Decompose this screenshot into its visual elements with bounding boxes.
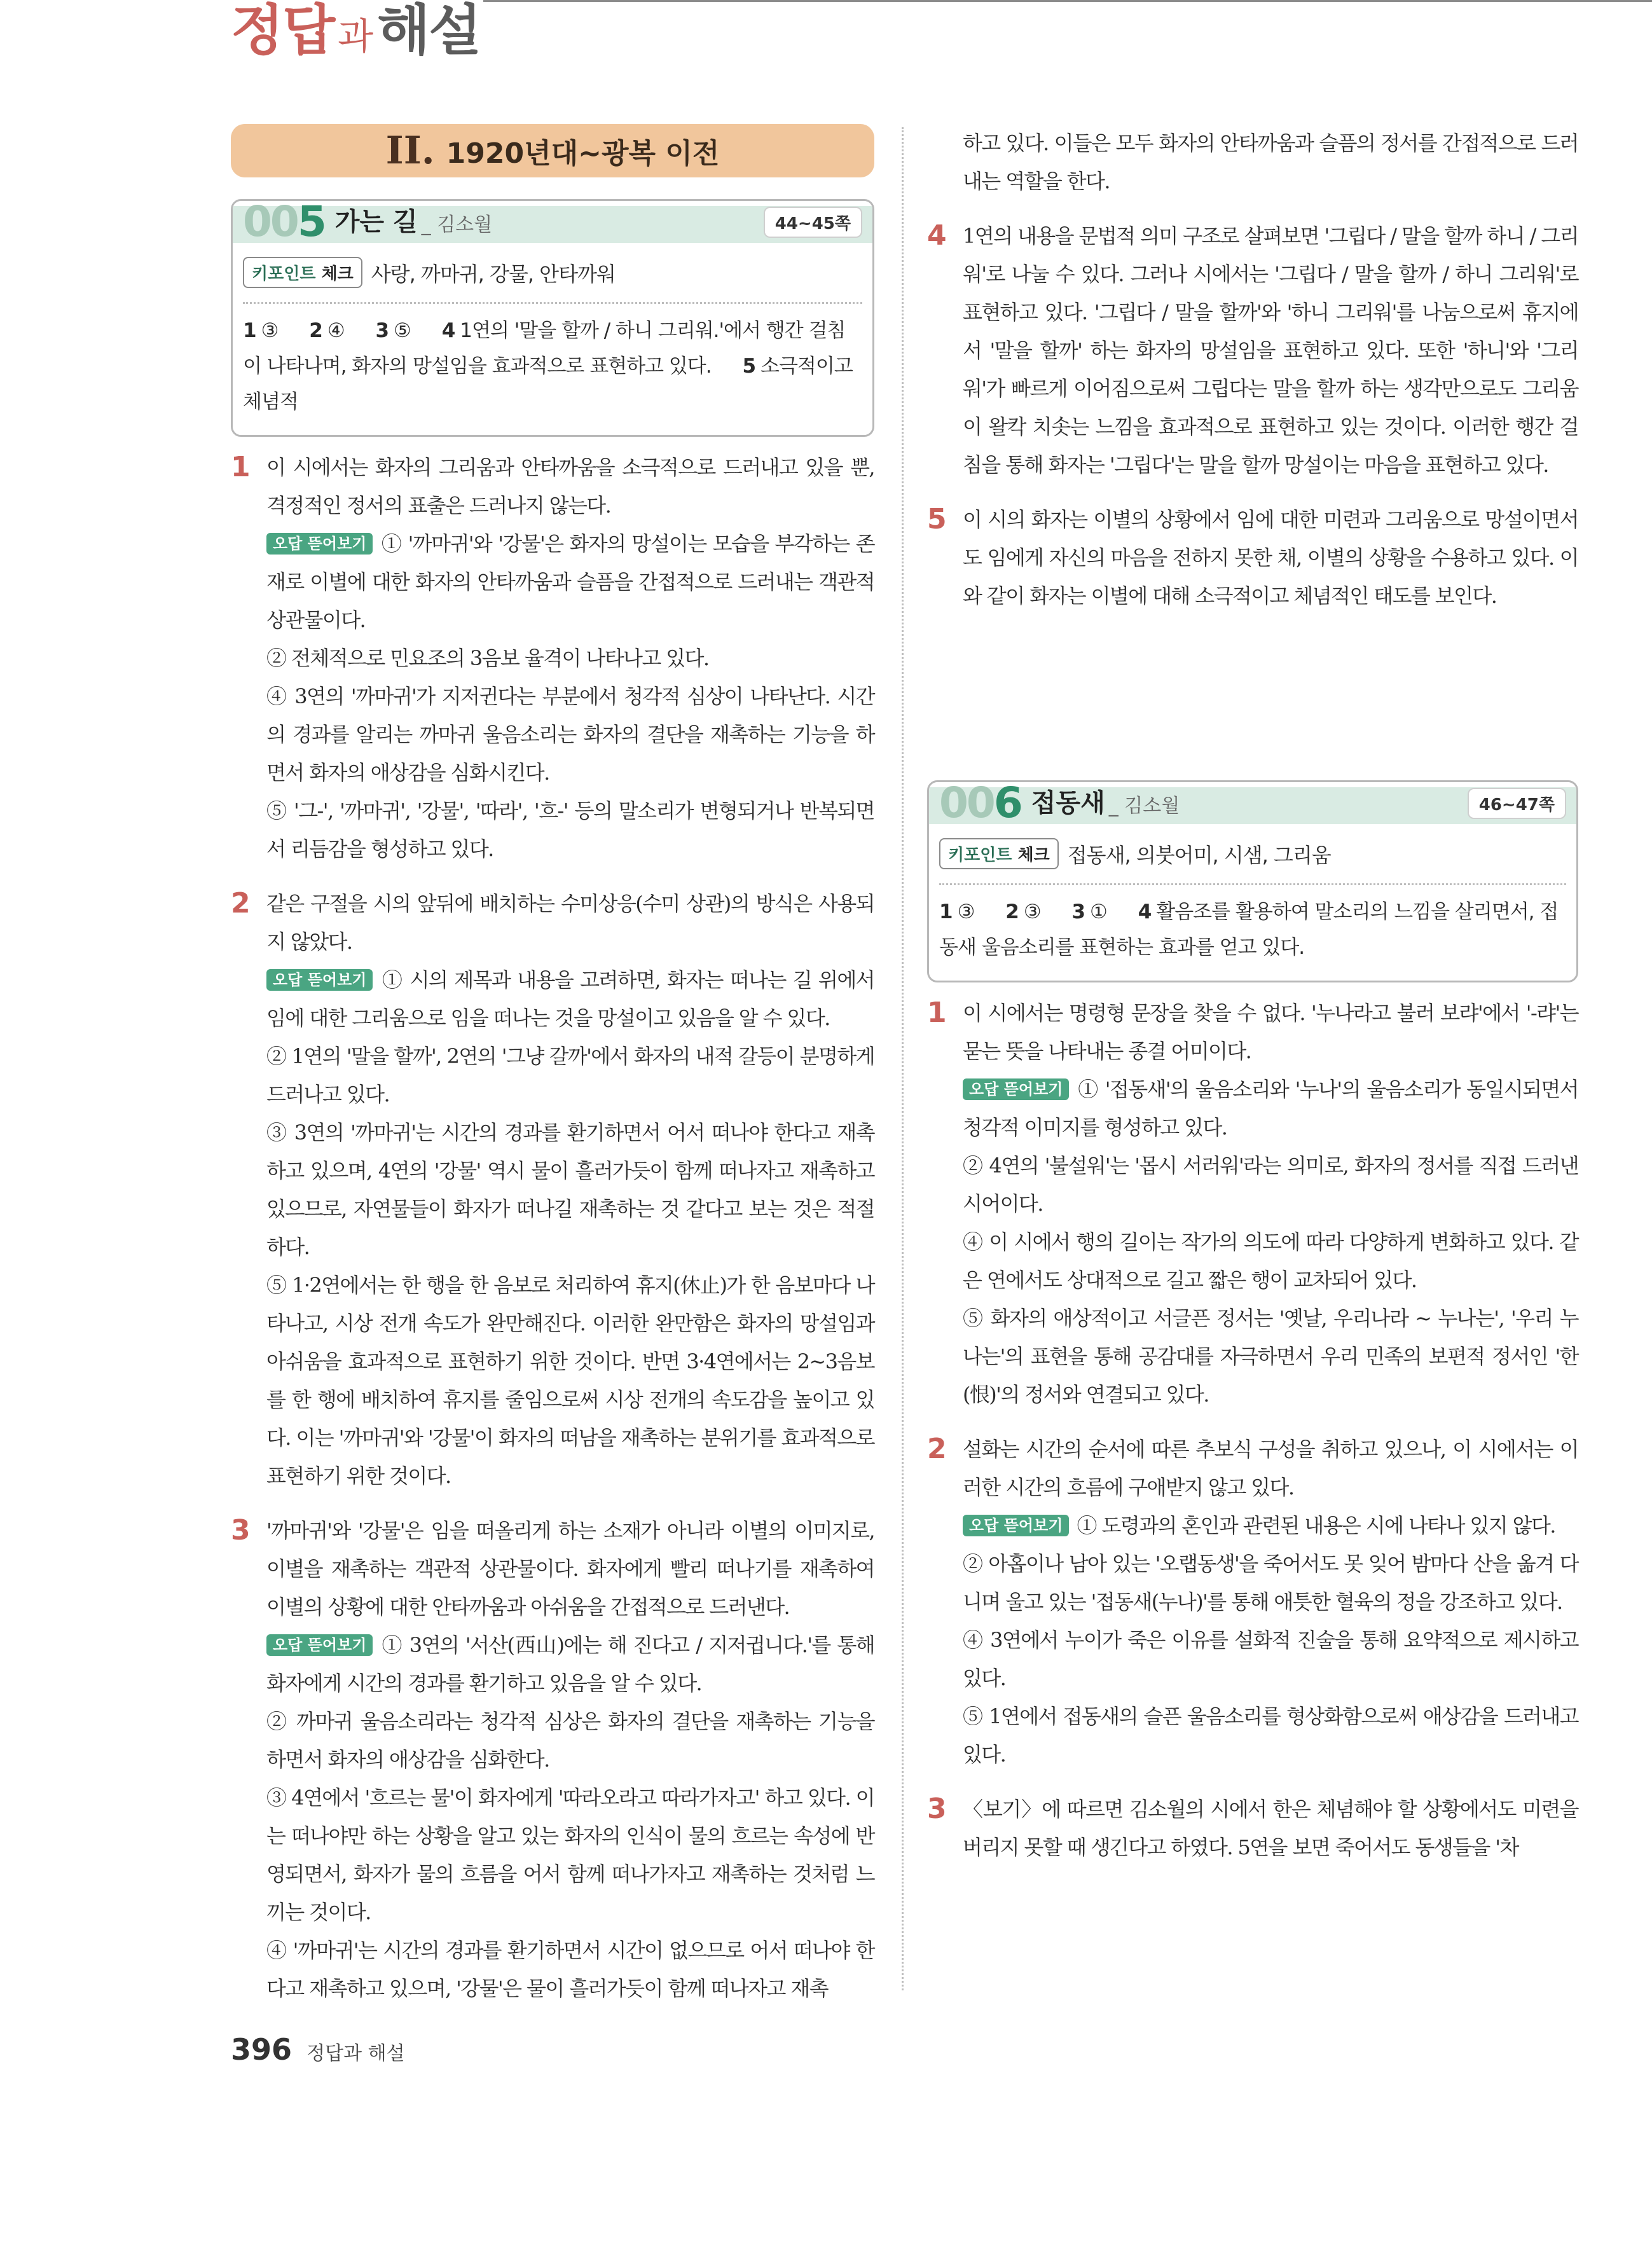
poem-author: _ 김소월 xyxy=(1108,795,1180,817)
answer-box-005 xyxy=(231,199,874,437)
left-column xyxy=(231,124,874,2008)
wrong-answer-3: ③ 3연의 '까마귀'는 시간의 경과를 환기하면서 어서 떠나야 한다고 재촉하고 있으며, 4연의 '강물' 역시 물이 흘러가듯이 함께 떠나자고 재촉하고 있으므로, 자연물들이 화자가 떠나길 재촉하는 것 같다고 보는 것은 적절하다. xyxy=(266,1120,874,1259)
question-number: 2 xyxy=(927,1433,947,1465)
right-column xyxy=(927,124,1578,1866)
keypoint-row xyxy=(243,257,862,304)
explanation-main: '까마귀'와 '강물'은 임을 떠올리게 하는 소재가 아니라 이별의 이미지로, 이별을 재촉하는 객관적 상관물이다. 화자에게 빨리 떠나기를 재촉하여 이별의 상황에 대한 안타까움과 아쉬움을 간접적으로 드러낸다. xyxy=(266,1519,874,1619)
poem-author: _ 김소월 xyxy=(421,214,493,236)
poem-title: 접동새 xyxy=(1031,789,1105,818)
wrong-answer-tag: 오답 뜯어보기 xyxy=(266,533,373,555)
explanation-main: 이 시의 화자는 이별의 상황에서 임에 대한 미련과 그리움으로 망설이면서도 임에게 자신의 마음을 전하지 못한 채, 이별의 상황을 수용하고 있다. 이와 같이 화자는 이별에 대해 소극적이고 체념적인 태도를 보인다. xyxy=(963,507,1578,608)
wrong-answer-2: ② 1연의 '말을 할까', 2연의 '그냥 갈까'에서 화자의 내적 갈등이 분명하게 드러나고 있다. xyxy=(266,1044,874,1106)
question-body xyxy=(963,217,1578,484)
brand-join: 과 xyxy=(338,15,374,58)
wrong-answer-5: ⑤ '그-', '까마귀', '강물', '따라', '흐-' 등의 말소리가 변형되거나 반복되면서 리듬감을 형성하고 있다. xyxy=(266,799,874,861)
answer-box-006 xyxy=(927,780,1578,982)
question-5 xyxy=(927,500,1578,615)
item-number: 005 xyxy=(243,197,325,246)
explanation-main: 〈보기〉에 따르면 김소월의 시에서 한은 체념해야 할 상황에서도 미련을 버리지 못할 때 생긴다고 하였다. 5연을 보면 죽어서도 동생들을 '차 xyxy=(963,1797,1578,1859)
header-brand xyxy=(231,0,481,62)
question-body xyxy=(266,1512,874,2008)
wrong-answer-4: ④ 3연의 '까마귀'가 지저귄다는 부분에서 청각적 심상이 나타난다. 시간의 경과를 알리는 까마귀 울음소리는 화자의 결단을 재촉하는 기능을 하면서 화자의 애상감을 심화시킨다. xyxy=(266,684,874,785)
question-number: 2 xyxy=(231,887,251,920)
continued-text xyxy=(927,124,1578,200)
question-number: 3 xyxy=(927,1793,947,1825)
question-006-2 xyxy=(927,1430,1578,1774)
poem-title: 가는 길 xyxy=(334,207,418,237)
keypoint-text: 사랑, 까마귀, 강물, 안타까워 xyxy=(371,261,616,286)
brand-word-explain: 해설 xyxy=(377,0,481,62)
question-body xyxy=(266,448,874,868)
explanation-main: 같은 구절을 시의 앞뒤에 배치하는 수미상응(수미 상관)의 방식은 사용되지 않았다. xyxy=(266,892,874,954)
wrong-answer-tag: 오답 뜯어보기 xyxy=(963,1515,1069,1536)
wrong-answer-4: ④ 3연에서 누이가 죽은 이유를 설화적 진술을 통해 요약적으로 제시하고 있다. xyxy=(963,1628,1578,1690)
question-3 xyxy=(231,1512,874,2008)
wrong-answer-tag: 오답 뜯어보기 xyxy=(266,969,373,991)
question-number: 4 xyxy=(927,219,947,252)
wrong-answer-4: ④ 이 시에서 행의 길이는 작가의 의도에 따라 다양하게 변화하고 있다. 같은 연에서도 상대적으로 길고 짧은 행이 교차되어 있다. xyxy=(963,1230,1578,1292)
unit-roman: II. xyxy=(385,128,435,173)
wrong-answer-1: 오답 뜯어보기 ① 도령과의 혼인과 관련된 내용은 시에 나타나 있지 않다. xyxy=(963,1506,1578,1545)
answer-summary: 1 ③ 2 ③ 3 ① 4 활음조를 활용하여 말소리의 느낌을 살리면서, 접동새 울음소리를 표현하는 효과를 얻고 있다. xyxy=(939,900,1559,959)
answer-box-header xyxy=(233,197,872,246)
column-divider xyxy=(902,127,904,1990)
question-4 xyxy=(927,217,1578,484)
question-body xyxy=(963,994,1578,1414)
keypoint-text: 접동새, 의붓어미, 시샘, 그리움 xyxy=(1067,843,1331,867)
page-range: 44~45쪽 xyxy=(764,207,862,238)
page-number: 396 xyxy=(231,2032,293,2067)
question-1 xyxy=(231,448,874,868)
wrong-answer-1: 오답 뜯어보기 ① 시의 제목과 내용을 고려하면, 화자는 떠나는 길 위에서 임에 대한 그리움으로 임을 떠나는 것을 망설이고 있음을 알 수 있다. xyxy=(266,968,874,1030)
answer-box-header xyxy=(929,778,1576,827)
explanation-main: 설화는 시간의 순서에 따른 추보식 구성을 취하고 있으나, 이 시에서는 이러한 시간의 흐름에 구애받지 않고 있다. xyxy=(963,1437,1578,1499)
wrong-answer-2: ② 아홉이나 남아 있는 '오랩동생'을 죽어서도 못 잊어 밤마다 산을 옮겨 다니며 울고 있는 '접동새(누나)'를 통해 애틋한 혈육의 정을 강조하고 있다. xyxy=(963,1552,1578,1614)
wrong-answer-tag: 오답 뜯어보기 xyxy=(963,1078,1069,1100)
question-2 xyxy=(231,885,874,1495)
wrong-answer-5: ⑤ 1연에서 접동새의 슬픈 울음소리를 형상화함으로써 애상감을 드러내고 있다. xyxy=(963,1704,1578,1767)
explanation-main: 이 시에서는 화자의 그리움과 안타까움을 소극적으로 드러내고 있을 뿐, 격정적인 정서의 표출은 드러나지 않는다. xyxy=(266,455,874,518)
page-range: 46~47쪽 xyxy=(1468,788,1566,819)
wrong-answer-4: ④ '까마귀'는 시간의 경과를 환기하면서 시간이 없으므로 어서 떠나야 한다고 재촉하고 있으며, '강물'은 물이 흘러가듯이 함께 떠나자고 재촉 xyxy=(266,1938,874,2001)
wrong-answer-1: 오답 뜯어보기 ① '까마귀'와 '강물'은 화자의 망설이는 모습을 부각하는 존재로 이별에 대한 화자의 안타까움과 슬픔을 간접적으로 드러내는 객관적 상관물이다. xyxy=(266,532,874,632)
answer-summary: 1 ③ 2 ④ 3 ⑤ 4 1연의 '말을 할까 / 하니 그리워.'에서 행간 걸침이 나타나며, 화자의 망설임을 효과적으로 표현하고 있다. 5 소극적이고 체념적 xyxy=(243,319,853,413)
item-number: 006 xyxy=(939,778,1021,827)
question-body xyxy=(963,1430,1578,1774)
question-body xyxy=(266,885,874,1495)
footer-label: 정답과 해설 xyxy=(306,2043,405,2065)
explanation-continued: 하고 있다. 이들은 모두 화자의 안타까움과 슬픔의 정서를 간접적으로 드러내는 역할을 한다. xyxy=(963,131,1578,193)
keypoint-badge: 키포인트 체크 xyxy=(939,838,1059,869)
question-number: 5 xyxy=(927,503,947,535)
wrong-answer-2: ② 전체적으로 민요조의 3음보 율격이 나타나고 있다. xyxy=(266,646,709,670)
question-number: 1 xyxy=(927,996,947,1029)
wrong-answer-1: 오답 뜯어보기 ① '접동새'의 울음소리와 '누나'의 울음소리가 동일시되면서 청각적 이미지를 형성하고 있다. xyxy=(963,1077,1578,1140)
unit-banner xyxy=(231,124,874,177)
explanation-main: 1연의 내용을 문법적 의미 구조로 살펴보면 '그립다 / 말을 할까 하니 / 그리워'로 나눌 수 있다. 그러나 시에서는 '그립다 / 말을 할까 / 하니 그리워'로 표현하고 있다. '그립다 / 말을 할까'와 '하니 그리워'를 나눔으로써 휴지에서 '말을 할까' 하는 화자의 망설임을 표현하고 있다. 또한 '하니'와 '그리워'가 빠르게 이어짐으로써 그립다는 말을 할까 하는 생각만으로도 그리움이 왈칵 치솟는 느낌을 효과적으로 표현하고 있는 것이다. 이러한 행간 걸침을 통해 화자는 '그립다'는 말을 할까 망설이는 마음을 표현하고 있다. xyxy=(963,224,1578,477)
question-number: 1 xyxy=(231,451,251,483)
wrong-answer-5: ⑤ 화자의 애상적이고 서글픈 정서는 '옛날, 우리나라 ~ 누나는', '우리 누나는'의 표현을 통해 공감대를 자극하면서 우리 민족의 보편적 정서인 '한(恨)'의 정서와 연결되고 있다. xyxy=(963,1306,1578,1407)
explanation-main: 이 시에서는 명령형 문장을 찾을 수 없다. '누나라고 불러 보랴'에서 '-랴'는 묻는 뜻을 나타내는 종결 어미이다. xyxy=(963,1001,1578,1063)
wrong-answer-5: ⑤ 1·2연에서는 한 행을 한 음보로 처리하여 휴지(休止)가 한 음보마다 나타나고, 시상 전개 속도가 완만해진다. 이러한 완만함은 화자의 망설임과 아쉬움을 효과적으로 표현하기 위한 것이다. 반면 3·4연에서는 2~3음보를 한 행에 배치하여 휴지를 줄임으로써 시상 전개의 속도감을 높이고 있다. 이는 '까마귀'와 '강물'이 화자의 떠남을 재촉하는 분위기를 효과적으로 표현하기 위한 것이다. xyxy=(266,1273,874,1488)
question-body xyxy=(963,1790,1578,1866)
question-number: 3 xyxy=(231,1514,251,1547)
wrong-answer-tag: 오답 뜯어보기 xyxy=(266,1634,373,1656)
wrong-answer-2: ② 까마귀 울음소리라는 청각적 심상은 화자의 결단을 재촉하는 기능을 하면서 화자의 애상감을 심화한다. xyxy=(266,1709,874,1772)
header-rule xyxy=(483,0,1652,2)
question-body xyxy=(963,500,1578,615)
keypoint-row xyxy=(939,838,1566,885)
page-footer xyxy=(231,2032,405,2067)
wrong-answer-1: 오답 뜯어보기 ① 3연의 '서산(西山)에는 해 진다고 / 지저귑니다.'를 통해 화자에게 시간의 경과를 환기하고 있음을 알 수 있다. xyxy=(266,1633,874,1695)
keypoint-badge: 키포인트 체크 xyxy=(243,257,362,288)
unit-title: 1920년대~광복 이전 xyxy=(446,137,720,170)
wrong-answer-3: ③ 4연에서 '흐르는 물'이 화자에게 '따라오라고 따라가자고' 하고 있다. 이는 떠나야만 하는 상황을 알고 있는 화자의 인식이 물의 흐르는 속성에 반영되면서, 화자가 물의 흐름을 어서 함께 떠나가자고 재촉하는 것처럼 느끼는 것이다. xyxy=(266,1786,874,1924)
question-006-3 xyxy=(927,1790,1578,1866)
brand-word-answer: 정답 xyxy=(231,0,334,62)
question-006-1 xyxy=(927,994,1578,1414)
wrong-answer-2: ② 4연의 '불설워'는 '몹시 서러워'라는 의미로, 화자의 정서를 직접 드러낸 시어이다. xyxy=(963,1154,1578,1216)
